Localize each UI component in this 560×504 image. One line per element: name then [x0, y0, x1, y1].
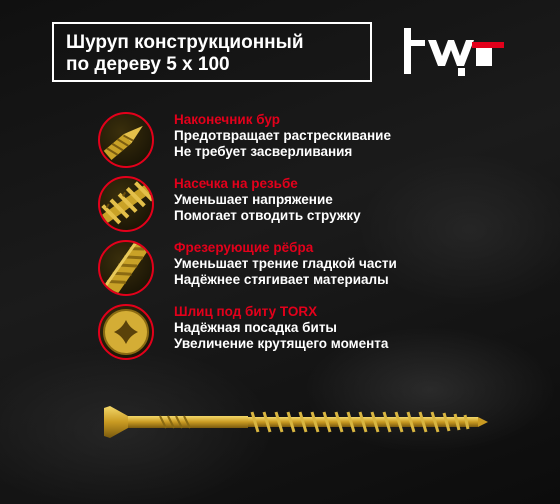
feature-milling-ribs [98, 240, 518, 298]
feature-title: Наконечник бур [174, 112, 280, 127]
feature-text: Помогает отводить стружку [174, 208, 361, 223]
feature-torx-slot [98, 304, 518, 362]
product-title-line-2: по дереву 5 х 100 [66, 54, 230, 75]
feature-drill-tip [98, 112, 518, 170]
product-title-line-1: Шуруп конструкционный [66, 32, 304, 53]
feature-title: Фрезерующие рёбра [174, 240, 314, 255]
feature-title: Насечка на резьбе [174, 176, 298, 191]
feature-text: Уменьшает трение гладкой части [174, 256, 397, 271]
feature-text: Не требует засверливания [174, 144, 353, 159]
feature-text: Надёжнее стягивает материалы [174, 272, 389, 287]
screw-image [100, 400, 490, 444]
title-box [52, 22, 372, 82]
drill-tip-icon [98, 112, 154, 168]
feature-text: Предотвращает растрескивание [174, 128, 391, 143]
feature-title: Шлиц под биту TORX [174, 304, 318, 319]
thread-notch-icon [98, 176, 154, 232]
brand-logo [398, 22, 510, 84]
feature-thread-notch [98, 176, 518, 234]
torx-slot-icon [98, 304, 154, 360]
feature-text: Увеличение крутящего момента [174, 336, 389, 351]
feature-text: Уменьшает напряжение [174, 192, 333, 207]
feature-text: Надёжная посадка биты [174, 320, 337, 335]
milling-ribs-icon [98, 240, 154, 296]
